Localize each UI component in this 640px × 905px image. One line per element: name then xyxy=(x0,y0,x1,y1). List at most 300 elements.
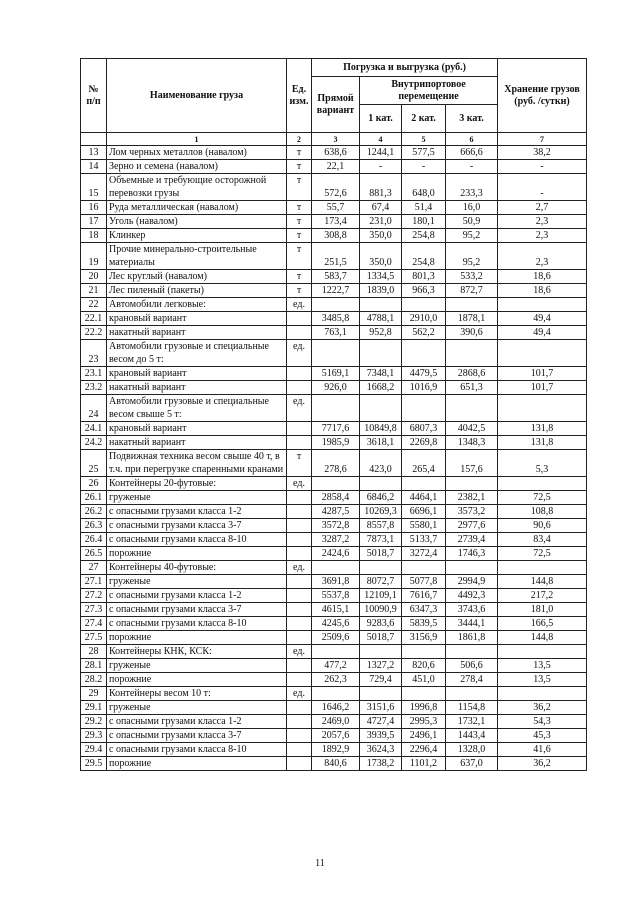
direct-value: 4287,5 xyxy=(312,505,360,519)
cat1-value xyxy=(360,645,402,659)
storage-value: 54,3 xyxy=(498,715,587,729)
direct-value: 1892,9 xyxy=(312,743,360,757)
cat3-value xyxy=(446,395,498,422)
cat3-value: 533,2 xyxy=(446,270,498,284)
storage-value: 38,2 xyxy=(498,146,587,160)
cat3-value: 651,3 xyxy=(446,381,498,395)
table-row xyxy=(81,673,587,687)
row-number: 28 xyxy=(81,645,107,659)
cat3-value: 506,6 xyxy=(446,659,498,673)
cat1-value: 6846,2 xyxy=(360,491,402,505)
direct-value xyxy=(312,395,360,422)
storage-value: 2,3 xyxy=(498,243,587,270)
direct-value: 278,6 xyxy=(312,450,360,477)
row-number: 23 xyxy=(81,340,107,367)
cat2-value: 577,5 xyxy=(402,146,446,160)
direct-value: 55,7 xyxy=(312,201,360,215)
row-number: 27.1 xyxy=(81,575,107,589)
direct-value: 308,8 xyxy=(312,229,360,243)
direct-value: 2424,6 xyxy=(312,547,360,561)
direct-value: 1222,7 xyxy=(312,284,360,298)
cat1-value: 1668,2 xyxy=(360,381,402,395)
cat3-value xyxy=(446,645,498,659)
cargo-name: крановый вариант xyxy=(107,312,287,326)
cat3-value: 2977,6 xyxy=(446,519,498,533)
cat2-value: 1016,9 xyxy=(402,381,446,395)
cargo-name: груженые xyxy=(107,491,287,505)
direct-value: 3485,8 xyxy=(312,312,360,326)
storage-value: 13,5 xyxy=(498,659,587,673)
unit: т xyxy=(287,174,312,201)
cat1-value: 67,4 xyxy=(360,201,402,215)
table-row xyxy=(81,491,587,505)
header-storage: Хранение грузов (руб. /суткн) xyxy=(498,59,587,133)
cat2-value: 3272,4 xyxy=(402,547,446,561)
storage-value xyxy=(498,477,587,491)
cat1-value: - xyxy=(360,160,402,174)
cat1-value: 12109,1 xyxy=(360,589,402,603)
cargo-name: Лес круглый (навалом) xyxy=(107,270,287,284)
row-number: 15 xyxy=(81,174,107,201)
row-number: 27.3 xyxy=(81,603,107,617)
column-index: 2 xyxy=(287,133,312,146)
row-number: 23.2 xyxy=(81,381,107,395)
cat2-value: 648,0 xyxy=(402,174,446,201)
cat2-value: 820,6 xyxy=(402,659,446,673)
cargo-name: накатный вариант xyxy=(107,436,287,450)
unit xyxy=(287,547,312,561)
unit xyxy=(287,729,312,743)
direct-value: 1646,2 xyxy=(312,701,360,715)
cat2-value xyxy=(402,687,446,701)
unit xyxy=(287,422,312,436)
cat3-value: - xyxy=(446,160,498,174)
row-number: 29.2 xyxy=(81,715,107,729)
table-row xyxy=(81,201,587,215)
cargo-name: накатный вариант xyxy=(107,326,287,340)
column-index: 1 xyxy=(107,133,287,146)
table-row xyxy=(81,505,587,519)
unit: ед. xyxy=(287,298,312,312)
table-row xyxy=(81,589,587,603)
table-row xyxy=(81,229,587,243)
row-number: 22.2 xyxy=(81,326,107,340)
cat1-value: 350,0 xyxy=(360,229,402,243)
cargo-name: груженые xyxy=(107,575,287,589)
cat1-value: 231,0 xyxy=(360,215,402,229)
table-row xyxy=(81,422,587,436)
direct-value: 3572,8 xyxy=(312,519,360,533)
cat2-value: 254,8 xyxy=(402,229,446,243)
table-row xyxy=(81,174,587,201)
cargo-name: Клинкер xyxy=(107,229,287,243)
cargo-name: крановый вариант xyxy=(107,367,287,381)
direct-value: 2469,0 xyxy=(312,715,360,729)
cargo-name: Прочие минерально-строительные материалы xyxy=(107,243,287,270)
cargo-name: крановый вариант xyxy=(107,422,287,436)
storage-value: 49,4 xyxy=(498,312,587,326)
cat2-value: 2496,1 xyxy=(402,729,446,743)
cat1-value: 1738,2 xyxy=(360,757,402,771)
storage-value: 36,2 xyxy=(498,757,587,771)
cat3-value: 1861,8 xyxy=(446,631,498,645)
cat3-value: 1878,1 xyxy=(446,312,498,326)
unit: т xyxy=(287,146,312,160)
storage-value xyxy=(498,340,587,367)
cat1-value: 4727,4 xyxy=(360,715,402,729)
cat3-value: 95,2 xyxy=(446,229,498,243)
unit xyxy=(287,519,312,533)
cat1-value xyxy=(360,395,402,422)
cat1-value: 1839,0 xyxy=(360,284,402,298)
cat1-value: 10090,9 xyxy=(360,603,402,617)
table-row xyxy=(81,270,587,284)
table-row xyxy=(81,160,587,174)
header-cat2: 2 кат. xyxy=(402,105,446,133)
cat1-value: 350,0 xyxy=(360,243,402,270)
cargo-name: Автомобили грузовые и специальные весом свыше 5 т: xyxy=(107,395,287,422)
row-number: 26.1 xyxy=(81,491,107,505)
cat3-value: 50,9 xyxy=(446,215,498,229)
row-number: 18 xyxy=(81,229,107,243)
table-row xyxy=(81,215,587,229)
direct-value xyxy=(312,298,360,312)
storage-value: 217,2 xyxy=(498,589,587,603)
unit: т xyxy=(287,243,312,270)
unit xyxy=(287,533,312,547)
cat1-value: 5018,7 xyxy=(360,631,402,645)
table-row xyxy=(81,450,587,477)
cat3-value: 157,6 xyxy=(446,450,498,477)
cargo-name: порожние xyxy=(107,757,287,771)
cat3-value: 1154,8 xyxy=(446,701,498,715)
direct-value: 22,1 xyxy=(312,160,360,174)
unit: т xyxy=(287,201,312,215)
cat3-value: 2739,4 xyxy=(446,533,498,547)
cat2-value: 265,4 xyxy=(402,450,446,477)
cat1-value: 4788,1 xyxy=(360,312,402,326)
cat3-value: 3743,6 xyxy=(446,603,498,617)
unit: т xyxy=(287,450,312,477)
storage-value xyxy=(498,687,587,701)
cat2-value: 2910,0 xyxy=(402,312,446,326)
cat1-value: 5018,7 xyxy=(360,547,402,561)
table-row xyxy=(81,687,587,701)
table-row xyxy=(81,519,587,533)
cat3-value: 278,4 xyxy=(446,673,498,687)
cat3-value xyxy=(446,340,498,367)
direct-value: 262,3 xyxy=(312,673,360,687)
row-number: 22.1 xyxy=(81,312,107,326)
table-row xyxy=(81,243,587,270)
storage-value: 2,3 xyxy=(498,229,587,243)
cat1-value: 8557,8 xyxy=(360,519,402,533)
table-row xyxy=(81,367,587,381)
cat2-value: 6696,1 xyxy=(402,505,446,519)
cat2-value: 254,8 xyxy=(402,243,446,270)
cargo-name: груженые xyxy=(107,701,287,715)
direct-value xyxy=(312,477,360,491)
storage-value: 166,5 xyxy=(498,617,587,631)
direct-value: 477,2 xyxy=(312,659,360,673)
cat1-value: 10269,3 xyxy=(360,505,402,519)
table-row xyxy=(81,617,587,631)
table-row xyxy=(81,381,587,395)
cat3-value: 872,7 xyxy=(446,284,498,298)
cat3-value: 233,3 xyxy=(446,174,498,201)
row-number: 26.3 xyxy=(81,519,107,533)
row-number: 24.2 xyxy=(81,436,107,450)
row-number: 29.5 xyxy=(81,757,107,771)
cat2-value: 5077,8 xyxy=(402,575,446,589)
cat1-value: 423,0 xyxy=(360,450,402,477)
unit: т xyxy=(287,270,312,284)
cat3-value xyxy=(446,687,498,701)
cat1-value: 3618,1 xyxy=(360,436,402,450)
cat1-value xyxy=(360,687,402,701)
cargo-name: Руда металлическая (навалом) xyxy=(107,201,287,215)
cargo-name: с опасными грузами класса 3-7 xyxy=(107,519,287,533)
cat2-value: 3156,9 xyxy=(402,631,446,645)
unit xyxy=(287,743,312,757)
unit xyxy=(287,603,312,617)
storage-value xyxy=(498,645,587,659)
unit: т xyxy=(287,229,312,243)
table-row xyxy=(81,715,587,729)
unit: ед. xyxy=(287,395,312,422)
row-number: 24 xyxy=(81,395,107,422)
column-index: 7 xyxy=(498,133,587,146)
cargo-name: Автомобили легковые: xyxy=(107,298,287,312)
storage-value xyxy=(498,561,587,575)
cat3-value xyxy=(446,477,498,491)
unit xyxy=(287,631,312,645)
direct-value xyxy=(312,687,360,701)
cargo-name: Контейнеры весом 10 т: xyxy=(107,687,287,701)
row-number: 20 xyxy=(81,270,107,284)
table-row xyxy=(81,561,587,575)
row-number: 27.5 xyxy=(81,631,107,645)
cargo-name: Подвижная техника весом свыше 40 т, в т.ч. при перегрузке спаренными кранами xyxy=(107,450,287,477)
direct-value: 173,4 xyxy=(312,215,360,229)
storage-value: 108,8 xyxy=(498,505,587,519)
direct-value: 572,6 xyxy=(312,174,360,201)
storage-value: 144,8 xyxy=(498,631,587,645)
storage-value xyxy=(498,395,587,422)
cat3-value: 95,2 xyxy=(446,243,498,270)
cat2-value: 51,4 xyxy=(402,201,446,215)
cat2-value: 5133,7 xyxy=(402,533,446,547)
unit: ед. xyxy=(287,477,312,491)
unit xyxy=(287,326,312,340)
cargo-name: с опасными грузами класса 1-2 xyxy=(107,505,287,519)
storage-value: 131,8 xyxy=(498,436,587,450)
storage-value: 83,4 xyxy=(498,533,587,547)
cat3-value: 1746,3 xyxy=(446,547,498,561)
table-row xyxy=(81,743,587,757)
cat3-value xyxy=(446,561,498,575)
cargo-name: с опасными грузами класса 1-2 xyxy=(107,715,287,729)
direct-value: 638,6 xyxy=(312,146,360,160)
cargo-name: накатный вариант xyxy=(107,381,287,395)
cat1-value: 1334,5 xyxy=(360,270,402,284)
cat3-value: 637,0 xyxy=(446,757,498,771)
table-row xyxy=(81,298,587,312)
cargo-name: Контейнеры 40-футовые: xyxy=(107,561,287,575)
cat1-value: 1327,2 xyxy=(360,659,402,673)
cat2-value: 7616,7 xyxy=(402,589,446,603)
cat2-value: 2269,8 xyxy=(402,436,446,450)
column-index-row xyxy=(81,133,587,146)
storage-value: 144,8 xyxy=(498,575,587,589)
row-number: 29 xyxy=(81,687,107,701)
row-number: 24.1 xyxy=(81,422,107,436)
cat2-value: 5580,1 xyxy=(402,519,446,533)
cat1-value xyxy=(360,477,402,491)
direct-value: 926,0 xyxy=(312,381,360,395)
header-loading: Погрузка и выгрузка (руб.) xyxy=(312,59,498,77)
direct-value: 4245,6 xyxy=(312,617,360,631)
cat1-value: 881,3 xyxy=(360,174,402,201)
row-number: 22 xyxy=(81,298,107,312)
table-row xyxy=(81,547,587,561)
table-row xyxy=(81,757,587,771)
storage-value xyxy=(498,298,587,312)
row-number: 26.4 xyxy=(81,533,107,547)
page-number: 11 xyxy=(315,858,325,869)
direct-value: 1985,9 xyxy=(312,436,360,450)
row-number: 29.4 xyxy=(81,743,107,757)
cat3-value: 666,6 xyxy=(446,146,498,160)
storage-value: 49,4 xyxy=(498,326,587,340)
cat1-value xyxy=(360,340,402,367)
row-number: 29.3 xyxy=(81,729,107,743)
cargo-name: Лом черных металлов (навалом) xyxy=(107,146,287,160)
cat2-value: 966,3 xyxy=(402,284,446,298)
tariff-table xyxy=(80,58,587,771)
unit xyxy=(287,575,312,589)
cargo-name: Объемные и требующие осторожной перевозки грузы xyxy=(107,174,287,201)
unit xyxy=(287,715,312,729)
cat2-value xyxy=(402,561,446,575)
unit xyxy=(287,367,312,381)
storage-value: 101,7 xyxy=(498,367,587,381)
cat3-value: 1732,1 xyxy=(446,715,498,729)
storage-value: - xyxy=(498,160,587,174)
cat2-value: - xyxy=(402,160,446,174)
row-number: 16 xyxy=(81,201,107,215)
row-number: 27.2 xyxy=(81,589,107,603)
storage-value: - xyxy=(498,174,587,201)
direct-value: 4615,1 xyxy=(312,603,360,617)
storage-value: 90,6 xyxy=(498,519,587,533)
row-number: 21 xyxy=(81,284,107,298)
cat3-value: 16,0 xyxy=(446,201,498,215)
direct-value: 763,1 xyxy=(312,326,360,340)
cargo-name: порожние xyxy=(107,547,287,561)
cat2-value: 2995,3 xyxy=(402,715,446,729)
row-number: 26.2 xyxy=(81,505,107,519)
cat1-value: 1244,1 xyxy=(360,146,402,160)
row-number: 28.1 xyxy=(81,659,107,673)
table-body xyxy=(81,146,587,771)
unit xyxy=(287,617,312,631)
cat1-value: 3151,6 xyxy=(360,701,402,715)
table-row xyxy=(81,659,587,673)
cat3-value: 390,6 xyxy=(446,326,498,340)
table-row xyxy=(81,326,587,340)
unit: ед. xyxy=(287,645,312,659)
cargo-name: с опасными грузами класса 1-2 xyxy=(107,589,287,603)
tariff-document xyxy=(80,58,586,771)
unit xyxy=(287,757,312,771)
cargo-name: Автомобили грузовые и специальные весом до 5 т: xyxy=(107,340,287,367)
direct-value: 251,5 xyxy=(312,243,360,270)
storage-value: 18,6 xyxy=(498,270,587,284)
cat2-value: 1101,2 xyxy=(402,757,446,771)
direct-value xyxy=(312,645,360,659)
cat2-value: 4479,5 xyxy=(402,367,446,381)
column-index: 4 xyxy=(360,133,402,146)
cat3-value: 1328,0 xyxy=(446,743,498,757)
table-row xyxy=(81,477,587,491)
row-number: 19 xyxy=(81,243,107,270)
cat3-value: 3573,2 xyxy=(446,505,498,519)
cat2-value: 801,3 xyxy=(402,270,446,284)
header-number: № п/п xyxy=(81,59,107,133)
unit: ед. xyxy=(287,340,312,367)
header-unit: Ед. изм. xyxy=(287,59,312,133)
cargo-name: порожние xyxy=(107,631,287,645)
table-row xyxy=(81,603,587,617)
row-number: 27 xyxy=(81,561,107,575)
table-row xyxy=(81,645,587,659)
cat3-value: 4042,5 xyxy=(446,422,498,436)
cat3-value xyxy=(446,298,498,312)
cargo-name: груженые xyxy=(107,659,287,673)
table-row xyxy=(81,395,587,422)
cat2-value: 5839,5 xyxy=(402,617,446,631)
cat3-value: 2382,1 xyxy=(446,491,498,505)
column-index: 5 xyxy=(402,133,446,146)
storage-value: 131,8 xyxy=(498,422,587,436)
cat2-value xyxy=(402,340,446,367)
column-index xyxy=(81,133,107,146)
cat1-value: 3624,3 xyxy=(360,743,402,757)
cargo-name: с опасными грузами класса 3-7 xyxy=(107,729,287,743)
header-cargo-name: Наименование груза xyxy=(107,59,287,133)
direct-value: 2858,4 xyxy=(312,491,360,505)
cargo-name: Зерно и семена (навалом) xyxy=(107,160,287,174)
cat1-value: 3939,5 xyxy=(360,729,402,743)
cargo-name: Контейнеры 20-футовые: xyxy=(107,477,287,491)
table-row xyxy=(81,146,587,160)
cat3-value: 4492,3 xyxy=(446,589,498,603)
table-row xyxy=(81,729,587,743)
unit xyxy=(287,436,312,450)
storage-value: 13,5 xyxy=(498,673,587,687)
cat1-value xyxy=(360,561,402,575)
row-number: 26 xyxy=(81,477,107,491)
direct-value: 583,7 xyxy=(312,270,360,284)
table-row xyxy=(81,312,587,326)
row-number: 25 xyxy=(81,450,107,477)
cat3-value: 1443,4 xyxy=(446,729,498,743)
storage-value: 41,6 xyxy=(498,743,587,757)
cat1-value: 9283,6 xyxy=(360,617,402,631)
row-number: 28.2 xyxy=(81,673,107,687)
unit: т xyxy=(287,284,312,298)
